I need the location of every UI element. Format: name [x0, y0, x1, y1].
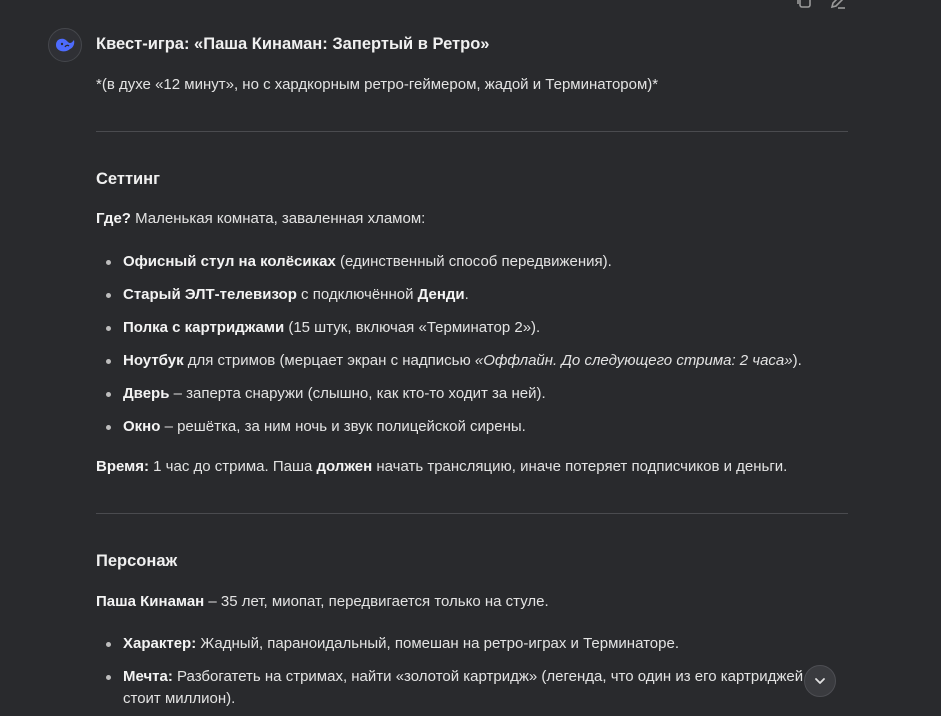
- item-bold: Офисный стул на колёсиках: [123, 253, 336, 270]
- item-text: – заперта снаружи (слышно, как кто-то ходит за ней).: [169, 385, 546, 402]
- item-text: Разбогатеть на стримах, найти «золотой картридж» (легенда, что один из его картриджей стоит миллион).: [123, 668, 804, 707]
- list-item: [96, 666, 848, 710]
- list-item: [96, 317, 848, 350]
- item-text: с подключённой: [296, 286, 418, 303]
- section-heading-character: Персонаж: [96, 552, 178, 570]
- copy-button[interactable]: [793, 0, 815, 10]
- character-desc: – 35 лет, миопат, передвигается только на стуле.: [204, 593, 549, 610]
- scroll-to-bottom-button[interactable]: [804, 665, 836, 697]
- list-item: [96, 284, 848, 317]
- character-name: Паша Кинаман: [96, 593, 205, 610]
- item-text-3: ).: [792, 352, 802, 369]
- whale-logo-icon: [54, 36, 76, 54]
- item-text: Жадный, параноидальный, помешан на ретро-играх и Терминаторе.: [196, 635, 679, 652]
- list-item: [96, 383, 848, 416]
- item-italic: «Оффлайн. До следующего стрима: 2 часа»: [474, 352, 793, 369]
- time-text-1: 1 час до стрима. Паша: [148, 458, 317, 475]
- item-bold: Окно: [123, 418, 161, 435]
- time-line: [96, 456, 787, 478]
- edit-icon: [829, 0, 847, 10]
- item-bold: Старый ЭЛТ-телевизор: [123, 286, 297, 303]
- divider: [96, 513, 848, 514]
- message-title: Квест-игра: «Паша Кинаман: Запертый в Ретро»: [96, 35, 490, 53]
- list-item: [96, 350, 848, 383]
- item-text-2: .: [464, 286, 469, 303]
- time-label: Время:: [96, 458, 149, 475]
- edit-button[interactable]: [827, 0, 849, 10]
- item-bold: Полка с картриджами: [123, 319, 285, 336]
- where-text: Маленькая комната, заваленная хламом:: [130, 210, 426, 227]
- item-text: для стримов (мерцает экран с надписью: [183, 352, 475, 369]
- chevron-down-icon: [813, 674, 827, 688]
- item-bold: Дверь: [123, 385, 170, 402]
- where-label: Где?: [96, 210, 131, 227]
- character-intro: [96, 591, 549, 613]
- message-actions: [793, 0, 849, 10]
- item-bold: Мечта:: [123, 668, 173, 685]
- divider: [96, 131, 848, 132]
- copy-icon: [795, 0, 813, 10]
- time-bold: должен: [316, 458, 373, 475]
- item-text: – решётка, за ним ночь и звук полицейской сирены.: [160, 418, 526, 435]
- item-bold: Ноутбук: [123, 352, 184, 369]
- item-text: (единственный способ передвижения).: [335, 253, 612, 270]
- section-heading-setting: Сеттинг: [96, 170, 161, 188]
- setting-items-list: [96, 251, 848, 449]
- assistant-avatar: [48, 28, 82, 62]
- list-item: [96, 416, 848, 449]
- item-bold-2: Денди: [417, 286, 465, 303]
- item-text: (15 штук, включая «Терминатор 2»).: [284, 319, 541, 336]
- message-subtitle: *(в духе «12 минут», но с хардкорным ретро-геймером, жадой и Терминатором)*: [96, 76, 659, 93]
- list-item: [96, 251, 848, 284]
- item-bold: Характер:: [123, 635, 197, 652]
- list-item: [96, 633, 848, 666]
- assistant-message: [96, 30, 848, 707]
- where-line: [96, 208, 425, 230]
- time-text-2: начать трансляцию, иначе потеряет подписчиков и деньги.: [372, 458, 788, 475]
- character-items-list: [96, 633, 848, 710]
